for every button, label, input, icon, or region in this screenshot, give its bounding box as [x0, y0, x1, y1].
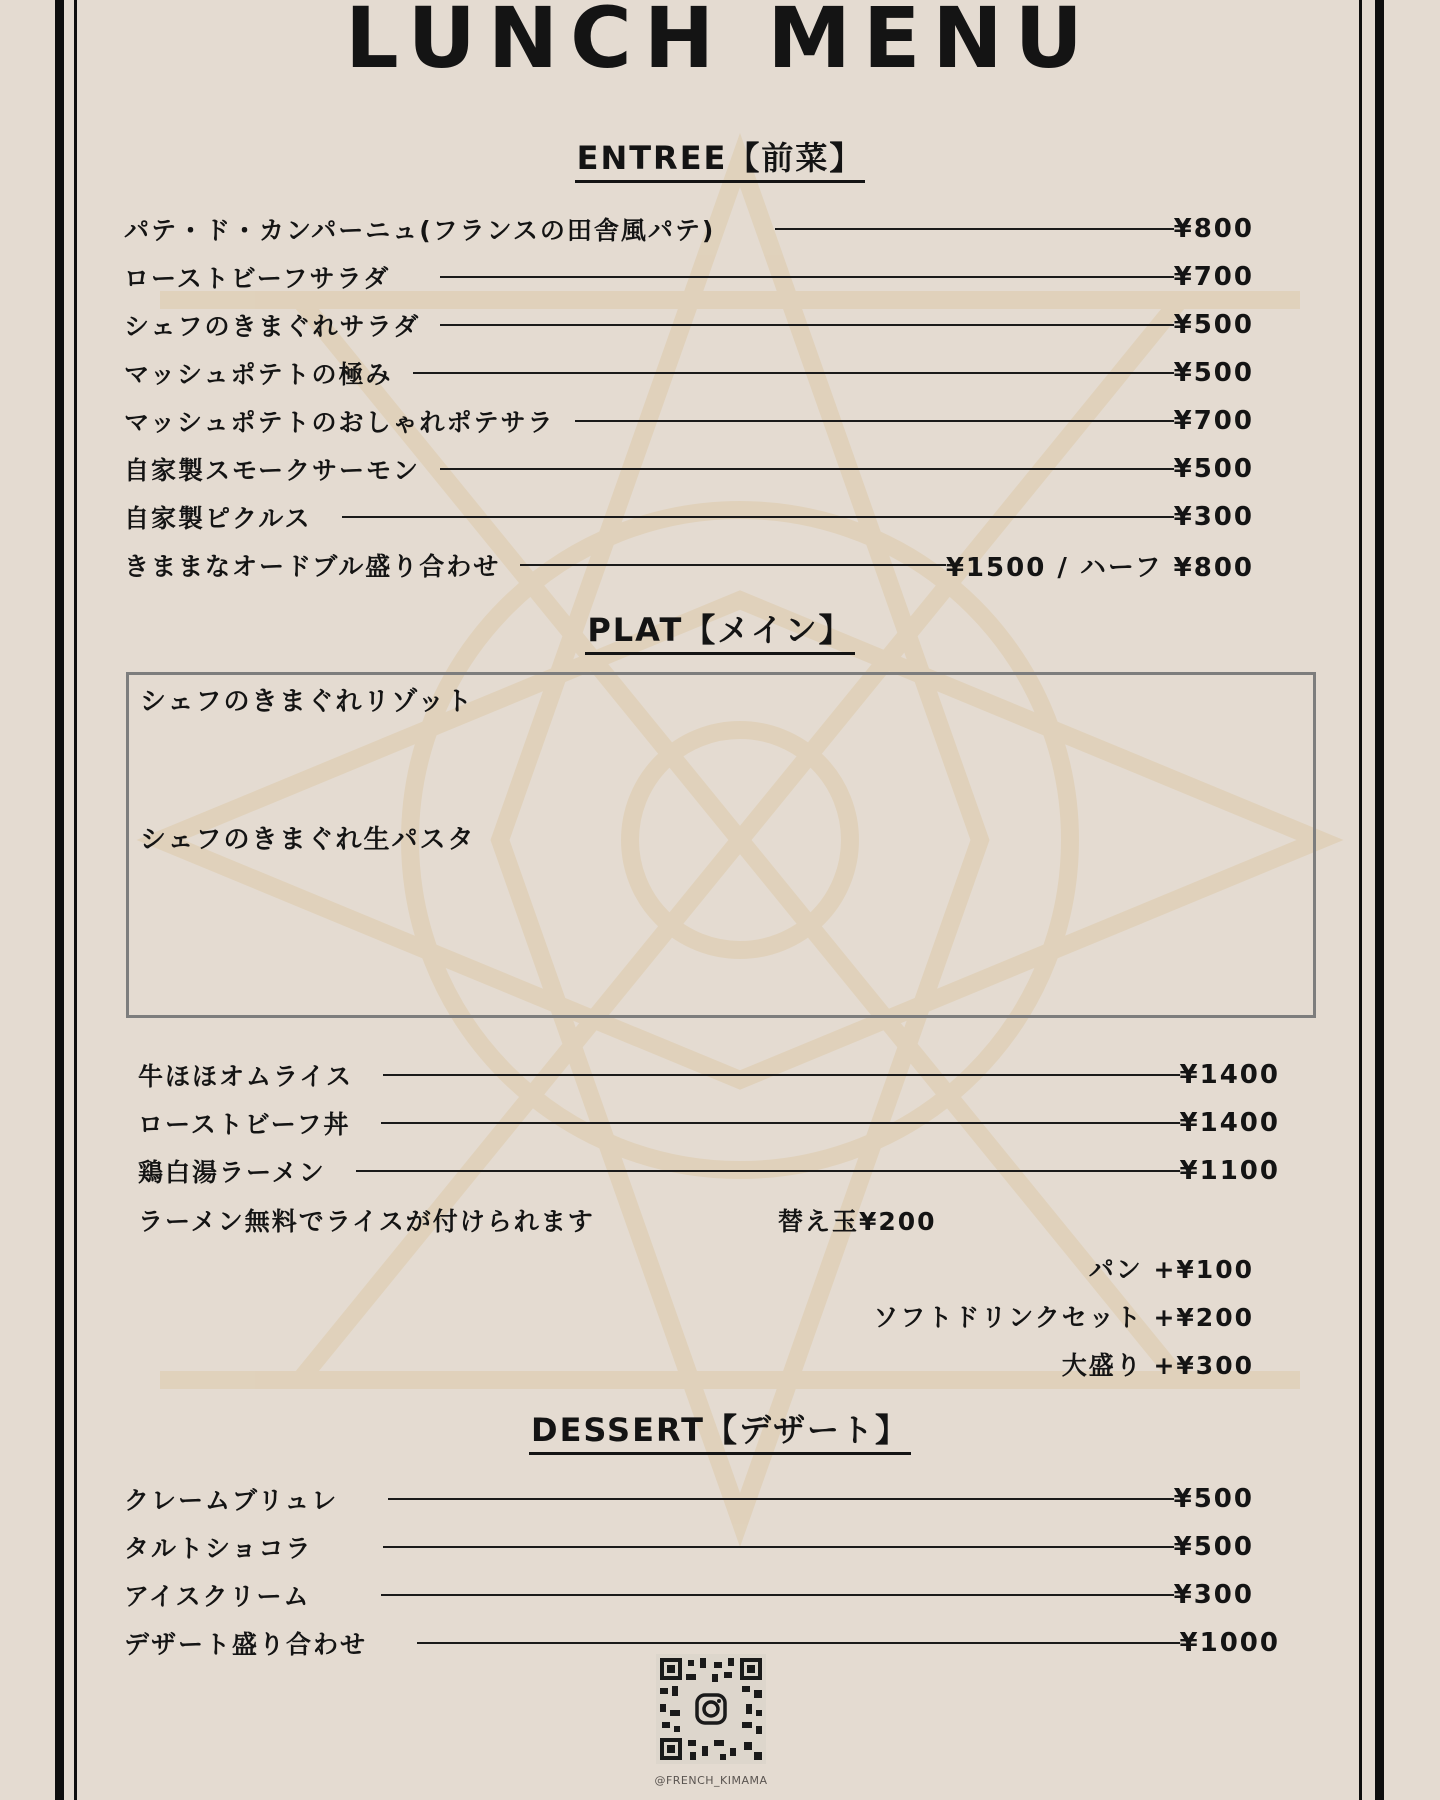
item-price: ¥500 [1173, 310, 1254, 340]
dessert-heading: DESSERT【デザート】 [0, 1414, 1440, 1455]
menu-row [124, 211, 1254, 247]
kaedama-note: 替え玉¥200 [778, 1207, 937, 1236]
item-name: ローストビーフ丼 [138, 1110, 351, 1139]
menu-row [124, 1529, 1254, 1565]
item-name: きままなオードブル盛り合わせ [124, 552, 501, 581]
item-name: 自家製スモークサーモン [124, 456, 421, 485]
item-name: マッシュポテトの極み [124, 360, 393, 389]
item-price: ¥500 [1173, 1484, 1254, 1514]
item-name: パテ・ド・カンパーニュ(フランスの田舎風パテ) [124, 216, 716, 245]
menu-row [138, 1057, 1280, 1093]
ramen-rice-note: ラーメン無料でライスが付けられます [138, 1207, 595, 1236]
plat-heading: PLAT【メイン】 [0, 614, 1440, 655]
menu-row [124, 451, 1254, 487]
menu-row [124, 259, 1254, 295]
menu-row [124, 1481, 1254, 1517]
leader-line [440, 324, 1173, 326]
item-name: クレームブリュレ [124, 1486, 339, 1515]
item-price: ¥500 [1173, 454, 1254, 484]
item-price: ¥1000 [1179, 1628, 1280, 1658]
menu-row [124, 307, 1254, 343]
leader-line [356, 1170, 1180, 1172]
item-name: 自家製ピクルス [124, 504, 312, 533]
entree-heading: ENTREE【前菜】 [0, 142, 1440, 183]
menu-row [124, 355, 1254, 391]
menu-row [124, 403, 1254, 439]
menu-row [124, 1577, 1254, 1613]
item-name: ローストビーフサラダ [124, 264, 391, 293]
item-name: タルトショコラ [124, 1534, 313, 1563]
item-price: ¥700 [1173, 262, 1254, 292]
menu-title: LUNCH MENU [345, 0, 1095, 87]
plat-special-pasta: シェフのきまぐれ生パスタ [140, 825, 476, 855]
leader-line [388, 1498, 1173, 1500]
leader-line [381, 1122, 1180, 1124]
menu-row [124, 547, 1254, 583]
menu-row [138, 1153, 1280, 1189]
item-name: シェフのきまぐれサラダ [124, 312, 421, 341]
instagram-qr-code-icon[interactable] [656, 1654, 766, 1764]
leader-line [383, 1546, 1174, 1548]
item-price: ¥1400 [1179, 1060, 1280, 1090]
item-price: ¥300 [1173, 1580, 1254, 1610]
item-price: ¥500 [1173, 1532, 1254, 1562]
leader-line [775, 228, 1173, 230]
right-inner-border [1359, 0, 1362, 1800]
leader-line [383, 1074, 1180, 1076]
item-price: ¥1100 [1179, 1156, 1280, 1186]
item-price: ¥800 [1173, 214, 1254, 244]
leader-line [342, 516, 1174, 518]
item-name: デザート盛り合わせ [124, 1630, 368, 1659]
item-price: ¥1400 [1179, 1108, 1280, 1138]
item-name: 牛ほほオムライス [138, 1062, 354, 1091]
leader-line [440, 468, 1174, 470]
item-name: アイスクリーム [124, 1582, 311, 1611]
left-inner-border [74, 0, 77, 1800]
item-price: ¥300 [1173, 502, 1254, 532]
menu-row [124, 499, 1254, 535]
leader-line [520, 564, 946, 566]
addon-large-portion: 大盛り +¥300 [1061, 1351, 1254, 1380]
addon-drink-set: ソフトドリンクセット +¥200 [873, 1303, 1254, 1332]
item-name: マッシュポテトのおしゃれポテサラ [124, 408, 555, 437]
item-price: ¥1500 / ハーフ ¥800 [945, 552, 1254, 583]
item-price: ¥700 [1173, 406, 1254, 436]
left-outer-border [55, 0, 64, 1800]
leader-line [417, 1642, 1180, 1644]
leader-line [381, 1594, 1174, 1596]
leader-line [413, 372, 1174, 374]
item-price: ¥500 [1173, 358, 1254, 388]
leader-line [575, 420, 1174, 422]
menu-row [138, 1105, 1280, 1141]
instagram-handle: @FRENCH_KIMAMA [654, 1774, 768, 1787]
addon-bread: パン +¥100 [1088, 1255, 1254, 1284]
leader-line [440, 276, 1173, 278]
plat-special-risotto: シェフのきまぐれリゾット [140, 687, 474, 717]
right-outer-border [1375, 0, 1384, 1800]
item-name: 鶏白湯ラーメン [138, 1158, 326, 1187]
